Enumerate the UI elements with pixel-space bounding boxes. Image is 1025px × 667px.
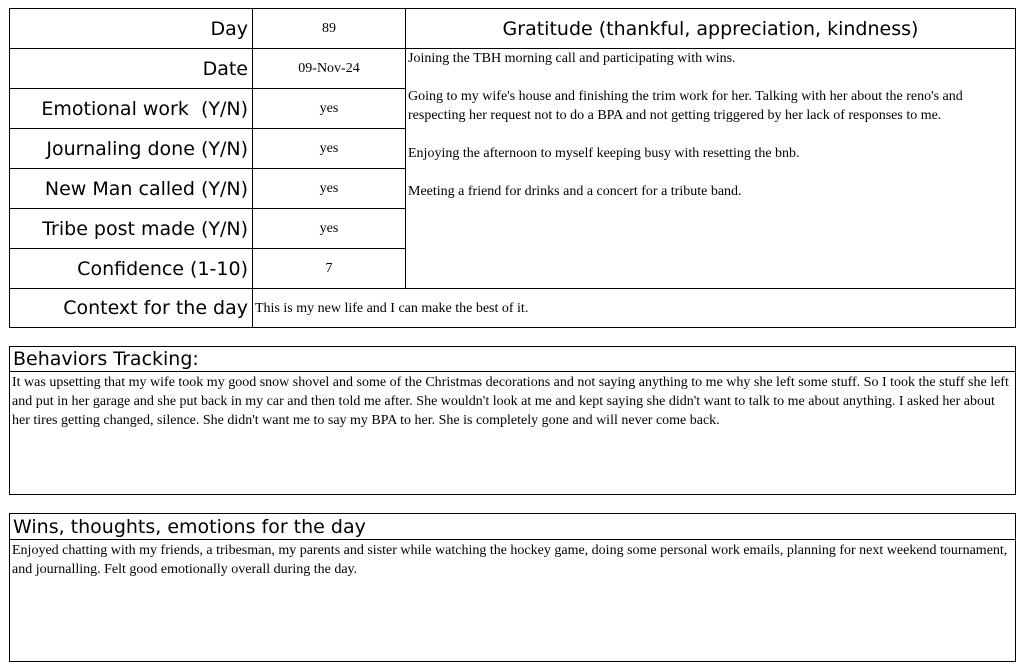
row-value-emotional-work[interactable]: yes xyxy=(319,100,339,116)
row-label-day: Day xyxy=(210,17,248,40)
row-label-journaling: Journaling done (Y/N) xyxy=(46,137,248,160)
row-label-emotional-work: Emotional work (Y/N) xyxy=(41,97,248,120)
row-label-new-man-called: New Man called (Y/N) xyxy=(44,177,248,200)
gratitude-content[interactable] xyxy=(408,49,1008,287)
row-label-context: Context for the day xyxy=(63,297,248,319)
row-value-date[interactable]: 09-Nov-24 xyxy=(298,60,360,76)
row-value-day[interactable]: 89 xyxy=(322,20,336,36)
behaviors-text[interactable]: It was upsetting that my wife took my good snow shovel and some of the Christmas decorations and not saying anything to me why she left some stuff. So I took the stuff she left and put in her garage and she put back in my car and then told me after. She wouldn't look at me and kept saying she didn't want to talk to me about anything. I asked her about her tires getting changed, silence. She didn't want me to say my BPA to her. She is completely gone and will never come back. xyxy=(12,375,1009,428)
row-value-journaling[interactable]: yes xyxy=(319,140,339,156)
row-value-context[interactable]: This is my new life and I can make the best of it. xyxy=(255,300,529,316)
gratitude-title: Gratitude (thankful, appreciation, kindness) xyxy=(502,17,919,40)
row-value-confidence[interactable]: 7 xyxy=(325,260,333,276)
wins-title: Wins, thoughts, emotions for the day xyxy=(13,515,366,538)
wins-text[interactable]: Enjoyed chatting with my friends, a tribesman, my parents and sister while watching the hockey game, doing some personal work emails, planning for next weekend tournament, and journalling. Felt good emotionally overall during the day. xyxy=(12,543,1008,577)
gratitude-item: Going to my wife's house and finishing the trim work for her. Talking with her about the reno's and respecting her request not to do a BPA and not getting triggered by her lack of responses to me. xyxy=(408,89,963,123)
row-label-tribe-post: Tribe post made (Y/N) xyxy=(42,217,248,240)
row-label-confidence: Confidence (1-10) xyxy=(77,257,248,280)
behaviors-title: Behaviors Tracking: xyxy=(13,348,199,370)
row-label-date: Date xyxy=(202,57,248,80)
row-value-new-man-called[interactable]: yes xyxy=(319,180,339,196)
gratitude-item: Joining the TBH morning call and participating with wins. xyxy=(408,51,736,66)
row-value-tribe-post[interactable]: yes xyxy=(319,220,339,236)
gratitude-item: Enjoying the afternoon to myself keeping busy with resetting the bnb. xyxy=(408,146,800,161)
gratitude-item: Meeting a friend for drinks and a concert for a tribute band. xyxy=(408,184,742,199)
